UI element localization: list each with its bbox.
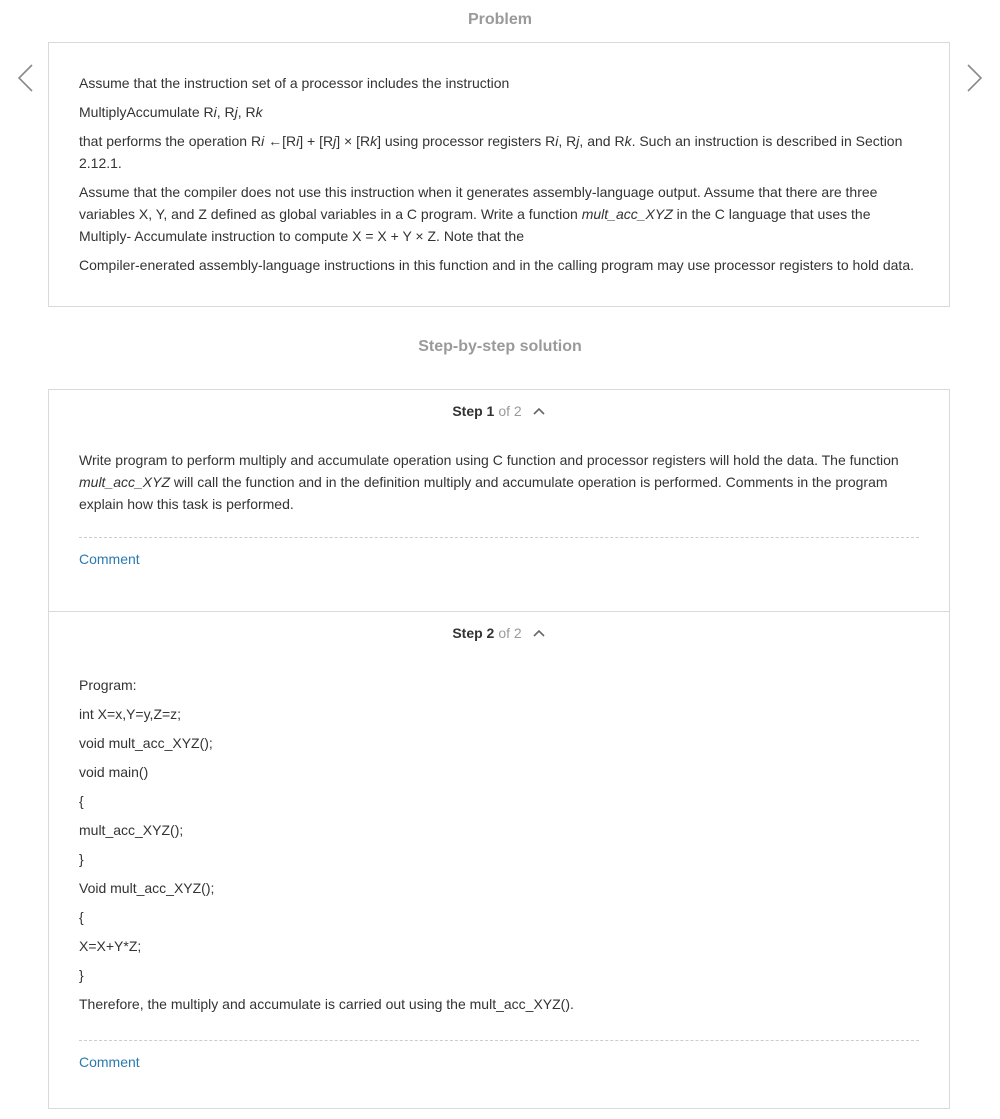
step-1-divider	[79, 537, 919, 538]
program-line: Program:	[79, 677, 137, 693]
step-2-header[interactable]	[79, 612, 919, 654]
step-1-count: of 2	[498, 403, 522, 419]
chevron-up-icon[interactable]	[532, 626, 546, 640]
step-1-box	[48, 389, 950, 612]
step-2-label: Step 2	[452, 625, 495, 641]
program-line: mult_acc_XYZ();	[79, 822, 184, 838]
chevron-right-icon	[962, 62, 986, 94]
step-2-divider	[79, 1040, 919, 1041]
program-conclusion: Therefore, the multiply and accumulate is carried out using the mult_acc_XYZ().	[79, 996, 574, 1012]
problem-paragraph: Assume that the compiler does not use this instruction when it generates assembly-language output. Assume that there are three variables X, Y, and Z defined as global variables in a C program. Write a function mult_acc_XYZ in the C language that uses the Multiply- Accumulate instruction to compute X = X + Y × Z. Note that the	[79, 184, 878, 244]
program-line: }	[79, 967, 84, 983]
problem-operation: that performs the operation Ri ←[Ri] + [Rj] × [Rk] using processor registers Ri, Rj, and Rk. Such an instruction is described in Section 2.12.1.	[79, 133, 903, 171]
problem-intro: Assume that the instruction set of a processor includes the instruction	[79, 75, 510, 91]
program-line: }	[79, 851, 84, 867]
next-button[interactable]	[962, 62, 986, 94]
problem-title: Problem	[467, 11, 532, 28]
chevron-left-icon	[14, 62, 38, 94]
previous-button[interactable]	[14, 62, 38, 94]
step-2-comment-link[interactable]: Comment	[79, 1054, 140, 1070]
program-line: X=X+Y*Z;	[79, 938, 142, 954]
program-line: int X=x,Y=y,Z=z;	[79, 706, 182, 722]
chevron-up-icon[interactable]	[532, 404, 546, 418]
step-2-count: of 2	[498, 625, 522, 641]
problem-last-line: Compiler-enerated assembly-language instructions in this function and in the calling program may use processor registers to hold data.	[79, 257, 914, 273]
program-line: void mult_acc_XYZ();	[79, 735, 213, 751]
step-1-text: Write program to perform multiply and accumulate operation using C function and processor registers will hold the data. The function mult_acc_XYZ will call the function and in the definition multiply and accumulate operation is performed. Comments in the program explain how this task is performed.	[79, 452, 899, 512]
step-2-box	[48, 611, 950, 1109]
program-line: {	[79, 793, 84, 809]
problem-box	[48, 42, 950, 307]
solution-title: Step-by-step solution	[418, 338, 582, 355]
program-line: {	[79, 909, 84, 925]
step-1-header[interactable]	[79, 390, 919, 432]
program-line: Void mult_acc_XYZ();	[79, 880, 215, 896]
step-1-label: Step 1	[452, 403, 495, 419]
program-line: void main()	[79, 764, 149, 780]
step-1-comment-link[interactable]: Comment	[79, 551, 140, 567]
problem-instruction: MultiplyAccumulate Ri, Rj, Rk	[79, 104, 263, 120]
